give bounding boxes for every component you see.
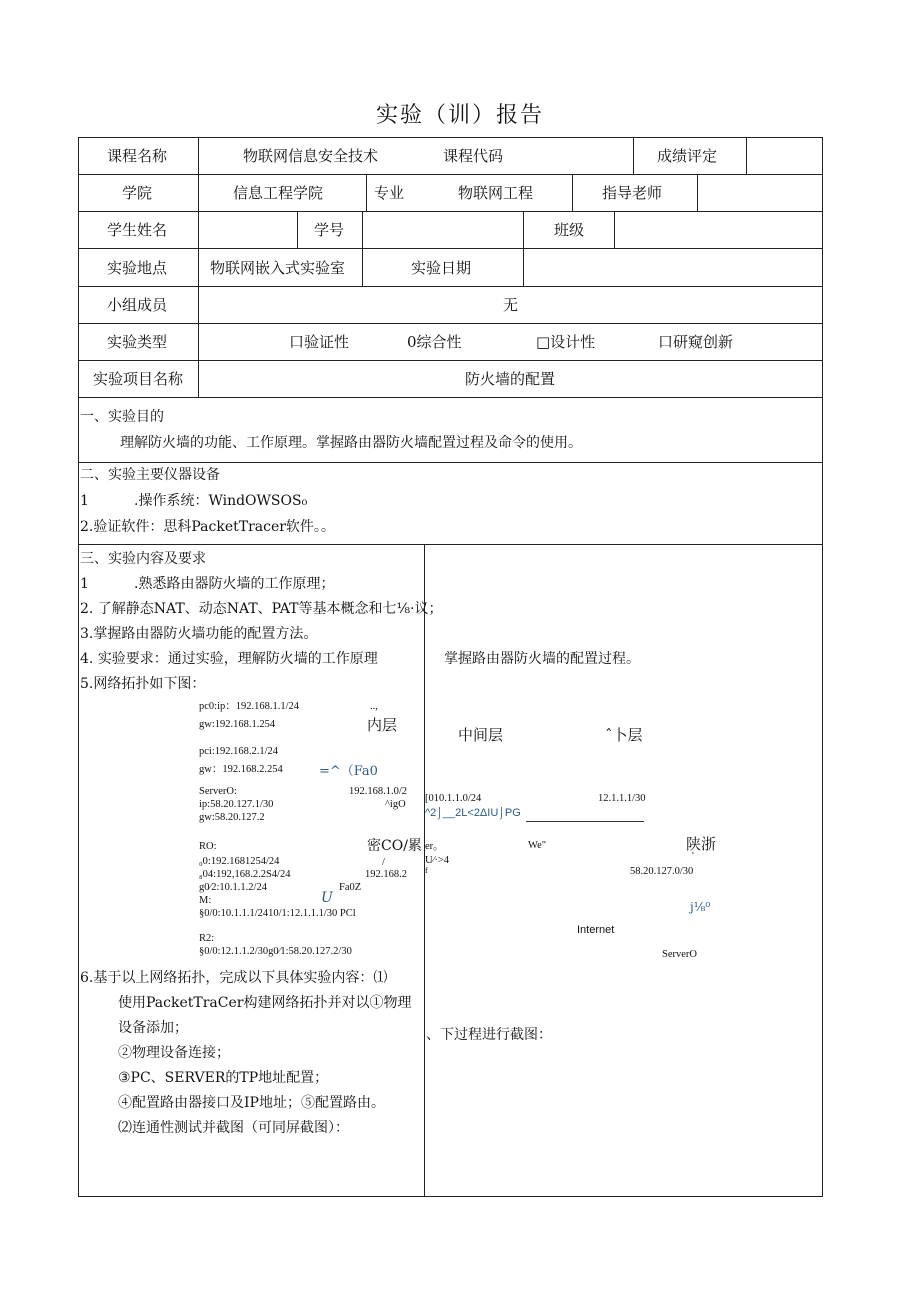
pc0-gw: gw:192.168.1.254 [199, 719, 276, 730]
college-value: 信息工程学院 [233, 184, 324, 202]
section3-line1-num: 1 [80, 576, 89, 592]
project-name-value: 防火墙的配置 [465, 370, 556, 388]
course-name-label: 课程名称 [107, 147, 168, 165]
r2-interfaces: §0/0:12.1.1.2/30g0⁄1:58.20.127.2/30 [199, 946, 352, 957]
type-option-verify[interactable]: 口验证性 [289, 333, 350, 351]
mi-label: 密CO/累 [367, 838, 422, 854]
section3-line7: 使用PacketTraCer构建网络拓扑并对以①物理 [118, 995, 412, 1011]
comma-mark: ' [692, 851, 694, 862]
m-label: M: [199, 895, 212, 906]
type-option-research[interactable]: 口研窥创新 [658, 333, 734, 351]
u-label: U [321, 890, 333, 906]
pc0-ip: pc0:ip：192.168.1.1/24 [199, 701, 300, 712]
middle-layer-label: 中间层 [458, 726, 504, 744]
er-label: er。 [425, 841, 444, 852]
section3-line8: 设备添加； [118, 1020, 188, 1036]
server0-label: ServerO: [199, 786, 237, 797]
net2-label: 192.168.2 [365, 869, 407, 880]
section1-text: 理解防火墙的功能、工作原理。掌握路由器防火墙配置过程及命令的使用。 [120, 435, 582, 451]
class-label: 班级 [554, 221, 585, 239]
shaanxi-label: 陕浙 [686, 835, 717, 853]
server0-ip: ip:58.20.127.1/30 [199, 799, 274, 810]
net3-label: [010.1.1.0/24 [425, 793, 482, 804]
section3-line10: ③PC、SERVER的TP地址配置； [118, 1070, 329, 1086]
section2-item2: 2.验证软件：思科PacketTracer软件。。 [80, 519, 335, 535]
project-name-label: 实验项目名称 [93, 370, 184, 388]
location-label: 实验地点 [107, 259, 168, 277]
pc0-mark: .., [370, 701, 378, 712]
section3-line3: 3.掌握路由器防火墙功能的配置方法。 [80, 626, 318, 642]
type-option-comprehensive[interactable]: 0综合性 [407, 333, 462, 351]
group-label: 小组成员 [107, 296, 168, 314]
type-label: 实验类型 [107, 333, 168, 351]
advisor-label: 指导老师 [602, 184, 663, 202]
student-id-label: 学号 [314, 221, 345, 239]
net4-label: 12.1.1.1/30 [598, 793, 646, 804]
section3-heading: 三、实验内容及要求 [80, 551, 206, 567]
garbled-text: ^2⌡__2L<2ΔIU⌡PG [425, 807, 521, 819]
section2-heading: 二、实验主要仪器设备 [80, 467, 220, 483]
net1-label: 192.168.1.0/2 [349, 786, 408, 797]
ig0-label: ^igO [385, 799, 406, 810]
date-label: 实验日期 [411, 259, 472, 277]
section1-heading: 一、实验目的 [80, 409, 164, 425]
f-mark: f [425, 866, 428, 875]
section2-item1: .操作系统：WindOWSOS₀ [134, 493, 308, 509]
section3-line5: 5.网络拓扑如下图： [80, 676, 206, 692]
r2-label: R2: [199, 933, 215, 944]
course-name-value: 物联网信息安全技术 [243, 147, 379, 165]
r0-slash: / [382, 857, 385, 868]
college-label: 学院 [122, 184, 153, 202]
type-option-design[interactable]: □设计性 [536, 333, 596, 351]
r0-label: RO: [199, 841, 217, 852]
net5-label: 58.20.127.0/30 [630, 866, 694, 877]
u4-label: U⁄·>4 [425, 855, 450, 866]
topology-underline [526, 821, 644, 822]
we-label: We" [528, 840, 547, 851]
section3-line1: .熟悉路由器防火墙的工作原理； [134, 576, 335, 592]
server0-gw: gw:58.20.127.2 [199, 812, 265, 823]
section3-line12: ⑵连通性测试并截图（可同屏截图）： [118, 1120, 349, 1136]
major-value: 物联网工程 [458, 184, 534, 202]
internet-label: Internet [577, 924, 615, 936]
section3-line11: ④配置路由器接口及IP地址；⑤配置路由。 [118, 1095, 385, 1111]
pc1-ip: pci:192.168.2.1/24 [199, 746, 279, 757]
outer-layer-label: ˆ卜层 [605, 726, 643, 744]
server-label: ServerO [662, 949, 697, 960]
section2-item1-num: 1 [80, 493, 89, 509]
fa0z-label: Fa0Z [339, 882, 362, 893]
section3-line6: 6.基于以上网络拓扑，完成以下具体实验内容：⑴ [80, 970, 388, 986]
group-value: 无 [503, 296, 519, 314]
section3-line2: 2. 了解静态NAT、动态NAT、PAT等基本概念和七⅛·议； [80, 601, 443, 617]
section3-line4: 4. 实验要求：通过实验，理解防火墙的工作原理 [80, 651, 378, 667]
location-value: 物联网嵌入式实验室 [210, 259, 346, 277]
grade-label: 成绩评定 [657, 147, 718, 165]
inner-layer-label: 内层 [367, 716, 398, 734]
j8-label: j⅛⁰ [690, 900, 711, 914]
major-label: 专业 [374, 184, 405, 202]
section3-line4-right: 掌握路由器防火墙的配置过程。 [444, 651, 640, 667]
section3-line9: ②物理设备连接； [118, 1045, 230, 1061]
fa0-label: =^（Fa0 [319, 764, 378, 779]
r1-interfaces: §0/0:10.1.1.1/2410/1:12.1.1.1/30 PCl [199, 908, 356, 919]
report-title: 实验（训）报告 [375, 103, 544, 128]
r0-g00: ₀0:192.1681254/24 [199, 856, 280, 867]
section3-line8-right: 、下过程进行截图： [426, 1027, 552, 1043]
pc1-gw: gw：192.168.2.254 [199, 764, 283, 775]
student-name-label: 学生姓名 [107, 221, 168, 239]
course-code-label: 课程代码 [443, 147, 504, 165]
r0-g01: ₈04:192,168.2.2S4/24 [199, 869, 291, 880]
r0-g02: g0⁄2:10.1.1.2/24 [199, 882, 267, 893]
